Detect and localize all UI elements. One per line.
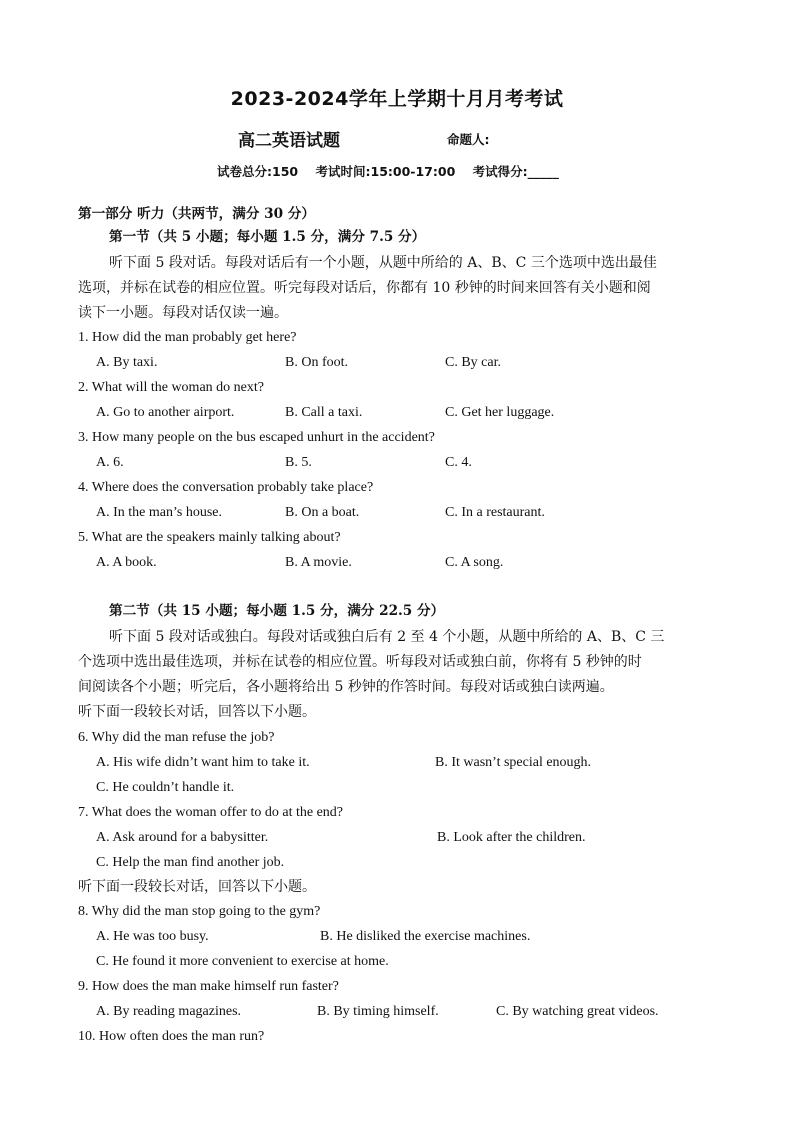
question-5-option-b[interactable]: B. A movie.	[285, 555, 352, 570]
question-8-option-a[interactable]: A. He was too busy.	[96, 929, 209, 944]
author-label: 命题人:	[447, 132, 490, 147]
question-4-option-b[interactable]: B. On a boat.	[285, 505, 360, 520]
question-3-option-b[interactable]: B. 5.	[285, 455, 312, 470]
question-7-option-a[interactable]: A. Ask around for a babysitter.	[96, 830, 269, 845]
question-2-option-a[interactable]: A. Go to another airport.	[96, 405, 235, 420]
question-4-option-a[interactable]: A. In the man’s house.	[96, 505, 222, 520]
question-1-option-c[interactable]: C. By car.	[445, 355, 501, 370]
question-1-option-b[interactable]: B. On foot.	[285, 355, 348, 370]
question-2: 2. What will the woman do next?	[78, 380, 264, 395]
question-9: 9. How does the man make himself run faster?	[78, 979, 339, 994]
section2-heading: 第二节（共 15 小题；每小题 1.5 分，满分 22.5 分）	[109, 603, 445, 619]
question-5-option-c[interactable]: C. A song.	[445, 555, 504, 570]
section2-instruction-line: 个选项中选出最佳选项，并标在试卷的相应位置。听每段对话或独白前，你将有 5 秒钟的时	[78, 654, 642, 670]
question-1: 1. How did the man probably get here?	[78, 330, 297, 345]
group-2-intro: 听下面一段较长对话，回答以下小题。	[78, 879, 316, 895]
exam-meta-info: 试卷总分:150 考试时间:15:00-17:00 考试得分:_____	[217, 164, 559, 179]
question-8-option-c[interactable]: C. He found it more convenient to exercise at home.	[96, 954, 389, 969]
question-9-option-a[interactable]: A. By reading magazines.	[96, 1004, 242, 1019]
question-5-option-a[interactable]: A. A book.	[96, 555, 157, 570]
question-6-option-a[interactable]: A. His wife didn’t want him to take it.	[96, 755, 310, 770]
question-3-option-a[interactable]: A. 6.	[96, 455, 124, 470]
question-1-option-a[interactable]: A. By taxi.	[96, 355, 158, 370]
subject-title: 高二英语试题	[238, 131, 340, 151]
question-2-option-c[interactable]: C. Get her luggage.	[445, 405, 555, 420]
section1-instruction-line: 选项，并标在试卷的相应位置。听完每段对话后，你都有 10 秒钟的时间来回答有关小题和阅	[78, 280, 651, 296]
section2-instruction-line: 间阅读各个小题；听完后，各小题将给出 5 秒钟的作答时间。每段对话或独白读两遍。	[78, 679, 614, 695]
section1-instruction-line: 读下一小题。每段对话仅读一遍。	[78, 305, 288, 321]
section2-instruction-line: 听下面 5 段对话或独白。每段对话或独白后有 2 至 4 个小题，从题中所给的 A、B、C 三	[109, 629, 665, 645]
section1-instruction-line: 听下面 5 段对话。每段对话后有一个小题，从题中所给的 A、B、C 三个选项中选出最佳	[109, 255, 657, 271]
question-9-option-c[interactable]: C. By watching great videos.	[496, 1004, 659, 1019]
question-6-option-c[interactable]: C. He couldn’t handle it.	[96, 780, 235, 795]
exam-title: 2023-2024学年上学期十月月考考试	[230, 88, 564, 110]
section1-heading: 第一节（共 5 小题；每小题 1.5 分，满分 7.5 分）	[109, 229, 426, 245]
question-6: 6. Why did the man refuse the job?	[78, 730, 275, 745]
question-7-option-c[interactable]: C. Help the man find another job.	[96, 855, 285, 870]
group-1-intro: 听下面一段较长对话，回答以下小题。	[78, 704, 316, 720]
question-2-option-b[interactable]: B. Call a taxi.	[285, 405, 363, 420]
question-5: 5. What are the speakers mainly talking about?	[78, 530, 341, 545]
question-8: 8. Why did the man stop going to the gym?	[78, 904, 321, 919]
question-4-option-c[interactable]: C. In a restaurant.	[445, 505, 545, 520]
question-3: 3. How many people on the bus escaped unhurt in the accident?	[78, 430, 435, 445]
part1-heading: 第一部分 听力（共两节，满分 30 分）	[78, 206, 316, 222]
question-7-option-b[interactable]: B. Look after the children.	[437, 830, 586, 845]
question-4: 4. Where does the conversation probably take place?	[78, 480, 374, 495]
question-10: 10. How often does the man run?	[78, 1029, 265, 1044]
question-3-option-c[interactable]: C. 4.	[445, 455, 472, 470]
question-7: 7. What does the woman offer to do at the end?	[78, 805, 344, 820]
question-9-option-b[interactable]: B. By timing himself.	[317, 1004, 439, 1019]
question-6-option-b[interactable]: B. It wasn’t special enough.	[435, 755, 592, 770]
question-8-option-b[interactable]: B. He disliked the exercise machines.	[320, 929, 531, 944]
